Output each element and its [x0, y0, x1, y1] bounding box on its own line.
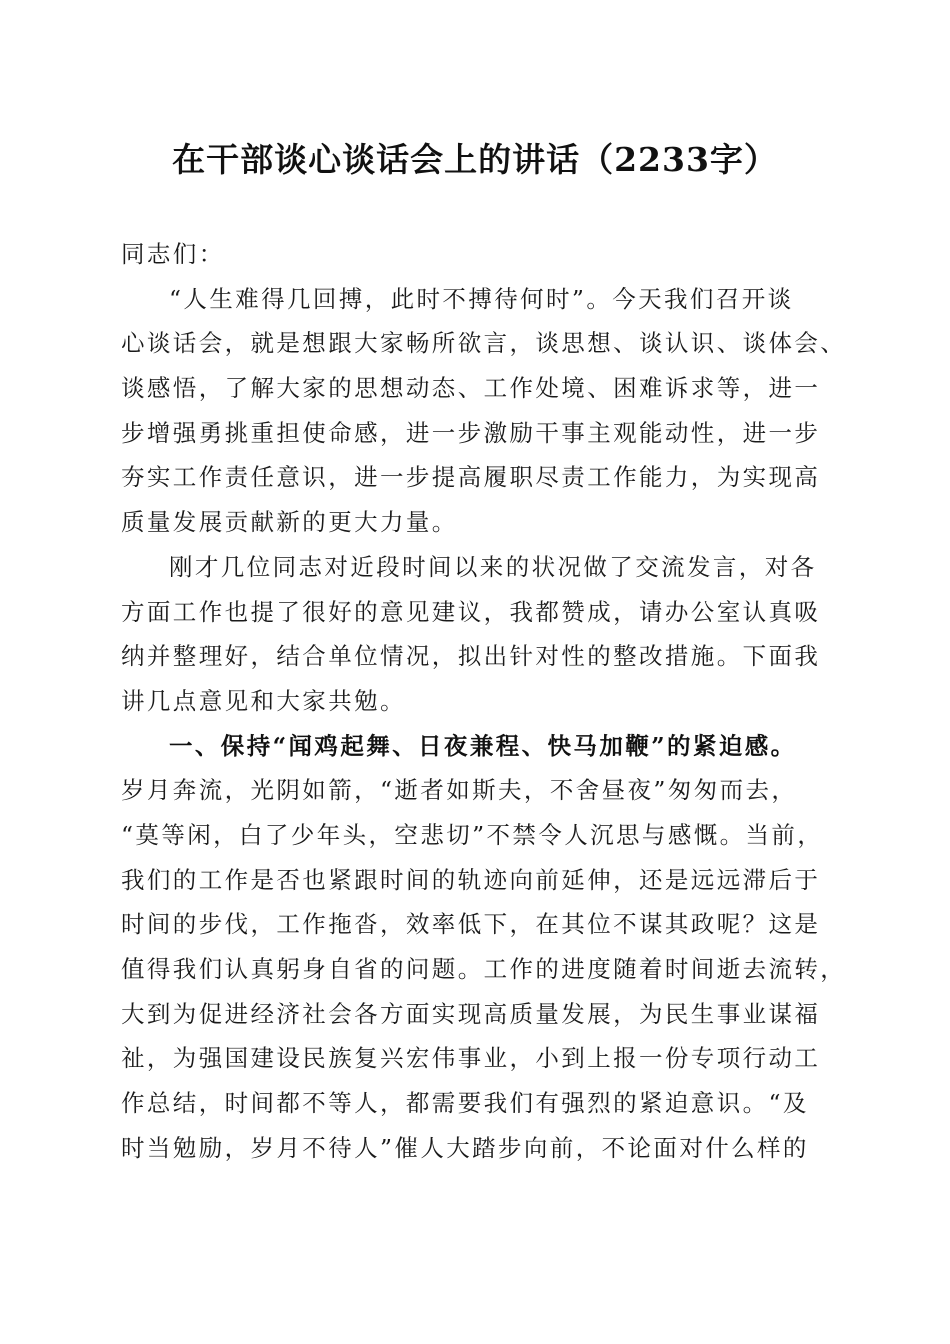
document-body	[121, 232, 847, 1170]
paragraph-2-line-4: 讲几点意见和大家共勉。	[121, 686, 406, 715]
paragraph-1-line-6: 质量发展贡献新的更大力量。	[121, 508, 458, 537]
paragraph-2-line-1: 刚才几位同志对近段时间以来的状况做了交流发言，对各	[169, 552, 817, 581]
paragraph-3-line-4: 时间的步伐，工作拖沓，效率低下，在其位不谋其政呢？这是	[121, 910, 821, 939]
paragraph-1-line-4: 步增强勇挑重担使命感，进一步激励干事主观能动性，进一步	[121, 418, 821, 447]
document-title: 在干部谈心谈话会上的讲话（2233字）	[172, 140, 778, 179]
paragraph-3-line-3: 我们的工作是否也紧跟时间的轨迹向前延伸，还是远远滞后于	[121, 865, 821, 894]
paragraph-1-line-5: 夯实工作责任意识，进一步提高履职尽责工作能力，为实现高	[121, 463, 821, 492]
paragraph-3-line-7: 祉，为强国建设民族复兴宏伟事业，小到上报一份专项行动工	[121, 1044, 821, 1073]
salutation: 同志们：	[121, 240, 225, 268]
paragraph-3-line-5: 值得我们认真躬身自省的问题。工作的进度随着时间逝去流转，	[121, 955, 847, 983]
paragraph-3-line-6: 大到为促进经济社会各方面实现高质量发展，为民生事业谋福	[121, 999, 821, 1028]
paragraph-1-line-3: 谈感悟，了解大家的思想动态、工作处境、困难诉求等，进一	[121, 374, 821, 403]
paragraph-1-line-1: “人生难得几回搏，此时不搏待何时”。今天我们召开谈	[169, 284, 794, 313]
paragraph-2-line-2: 方面工作也提了很好的意见建议，我都赞成，请办公室认真吸	[121, 597, 821, 626]
paragraph-2-line-3: 纳并整理好，结合单位情况，拟出针对性的整改措施。下面我	[121, 642, 821, 671]
paragraph-3-line-8: 作总结，时间都不等人，都需要我们有强烈的紧迫意识。“及	[121, 1089, 809, 1118]
paragraph-3-line-2: “莫等闲，白了少年头，空悲切”不禁令人沉思与感慨。当前，	[121, 820, 824, 849]
section-heading-1: 一、保持“闻鸡起舞、日夜兼程、快马加鞭”的紧迫感。	[169, 731, 797, 760]
paragraph-1-line-2: 心谈话会，就是想跟大家畅所欲言，谈思想、谈认识、谈体会、	[121, 329, 847, 358]
paragraph-3-line-1: 岁月奔流，光阴如箭，“逝者如斯夫，不舍昼夜”匆匆而去，	[121, 776, 798, 805]
paragraph-3-line-9: 时当勉励，岁月不待人”催人大踏步向前，不论面对什么样的	[121, 1133, 809, 1162]
